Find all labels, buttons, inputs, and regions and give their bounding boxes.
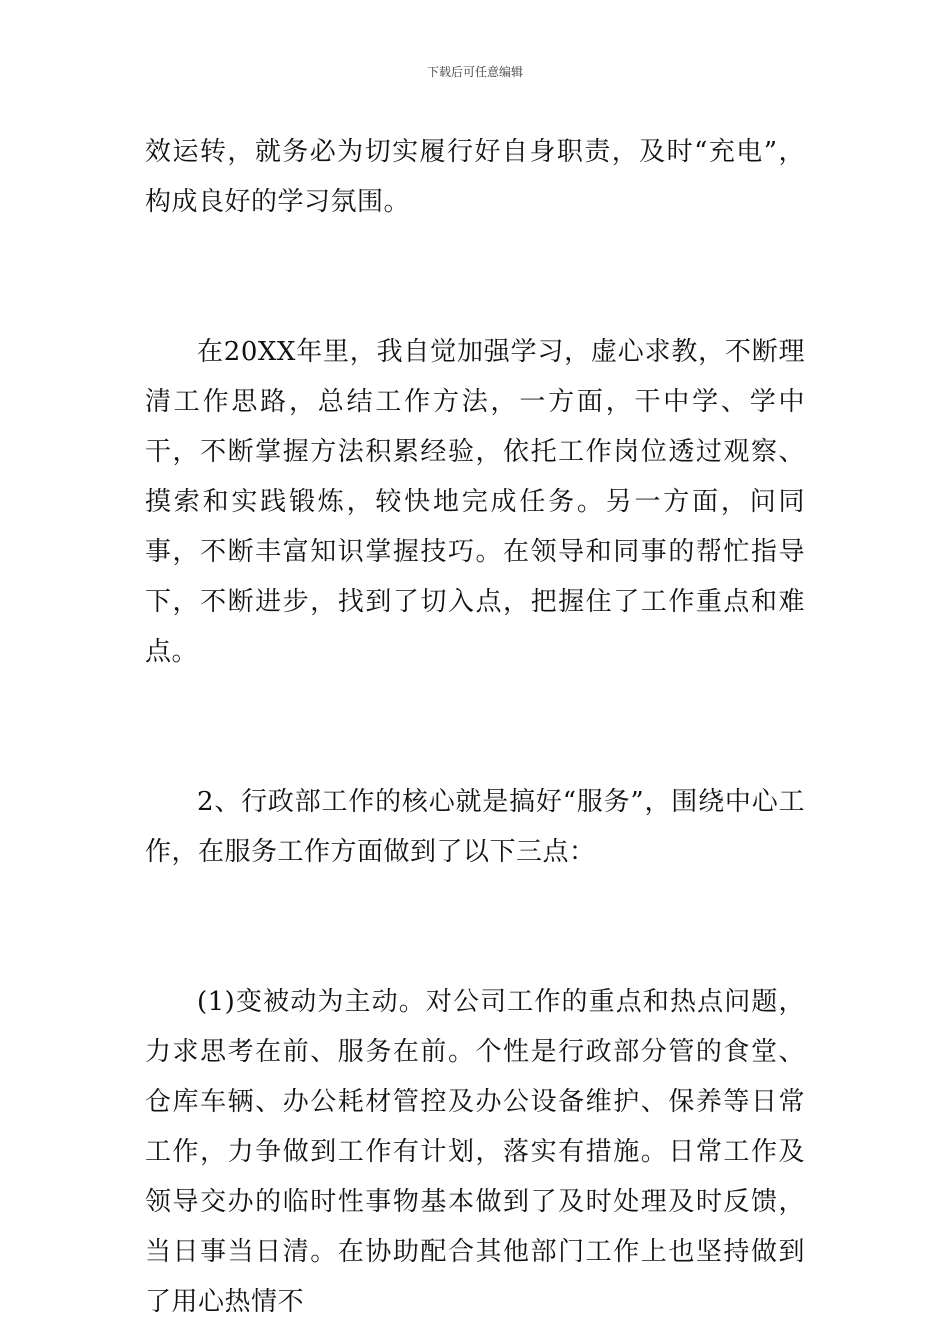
- paragraph-continuation: 效运转，就务必为切实履行好自身职责，及时“充电”，构成良好的学习氛围。: [145, 137, 805, 217]
- paragraph-proactive: (1)变被动为主动。对公司工作的重点和热点问题，力求思考在前、服务在前。个性是行政部分管的食堂、仓库车辆、办公耗材管控及办公设备维护、保养等日常工作，力争做到工作有计划，落实有措施。日常工作及领导交办的临时性事物基本做到了及时处理及时反馈，当日事当日清。在协助配合其他部门工作上也坚持做到了用心热情不: [145, 987, 805, 1317]
- paragraph-service-core: 2、行政部工作的核心就是搞好“服务”，围绕中心工作，在服务工作方面做到了以下三点：: [145, 787, 805, 867]
- paragraph-gap: [145, 677, 805, 777]
- paragraph-gap: [145, 227, 805, 327]
- document-body: [145, 127, 805, 1327]
- paragraph-learning: 在20XX年里，我自觉加强学习，虚心求教，不断理清工作思路，总结工作方法，一方面，干中学、学中干，不断掌握方法积累经验，依托工作岗位透过观察、摸索和实践锻炼，较快地完成任务。另一方面，问同事，不断丰富知识掌握技巧。在领导和同事的帮忙指导下，不断进步，找到了切入点，把握住了工作重点和难点。: [145, 337, 805, 667]
- page-header: 下载后可任意编辑: [426, 65, 523, 79]
- paragraph-gap: [145, 877, 805, 977]
